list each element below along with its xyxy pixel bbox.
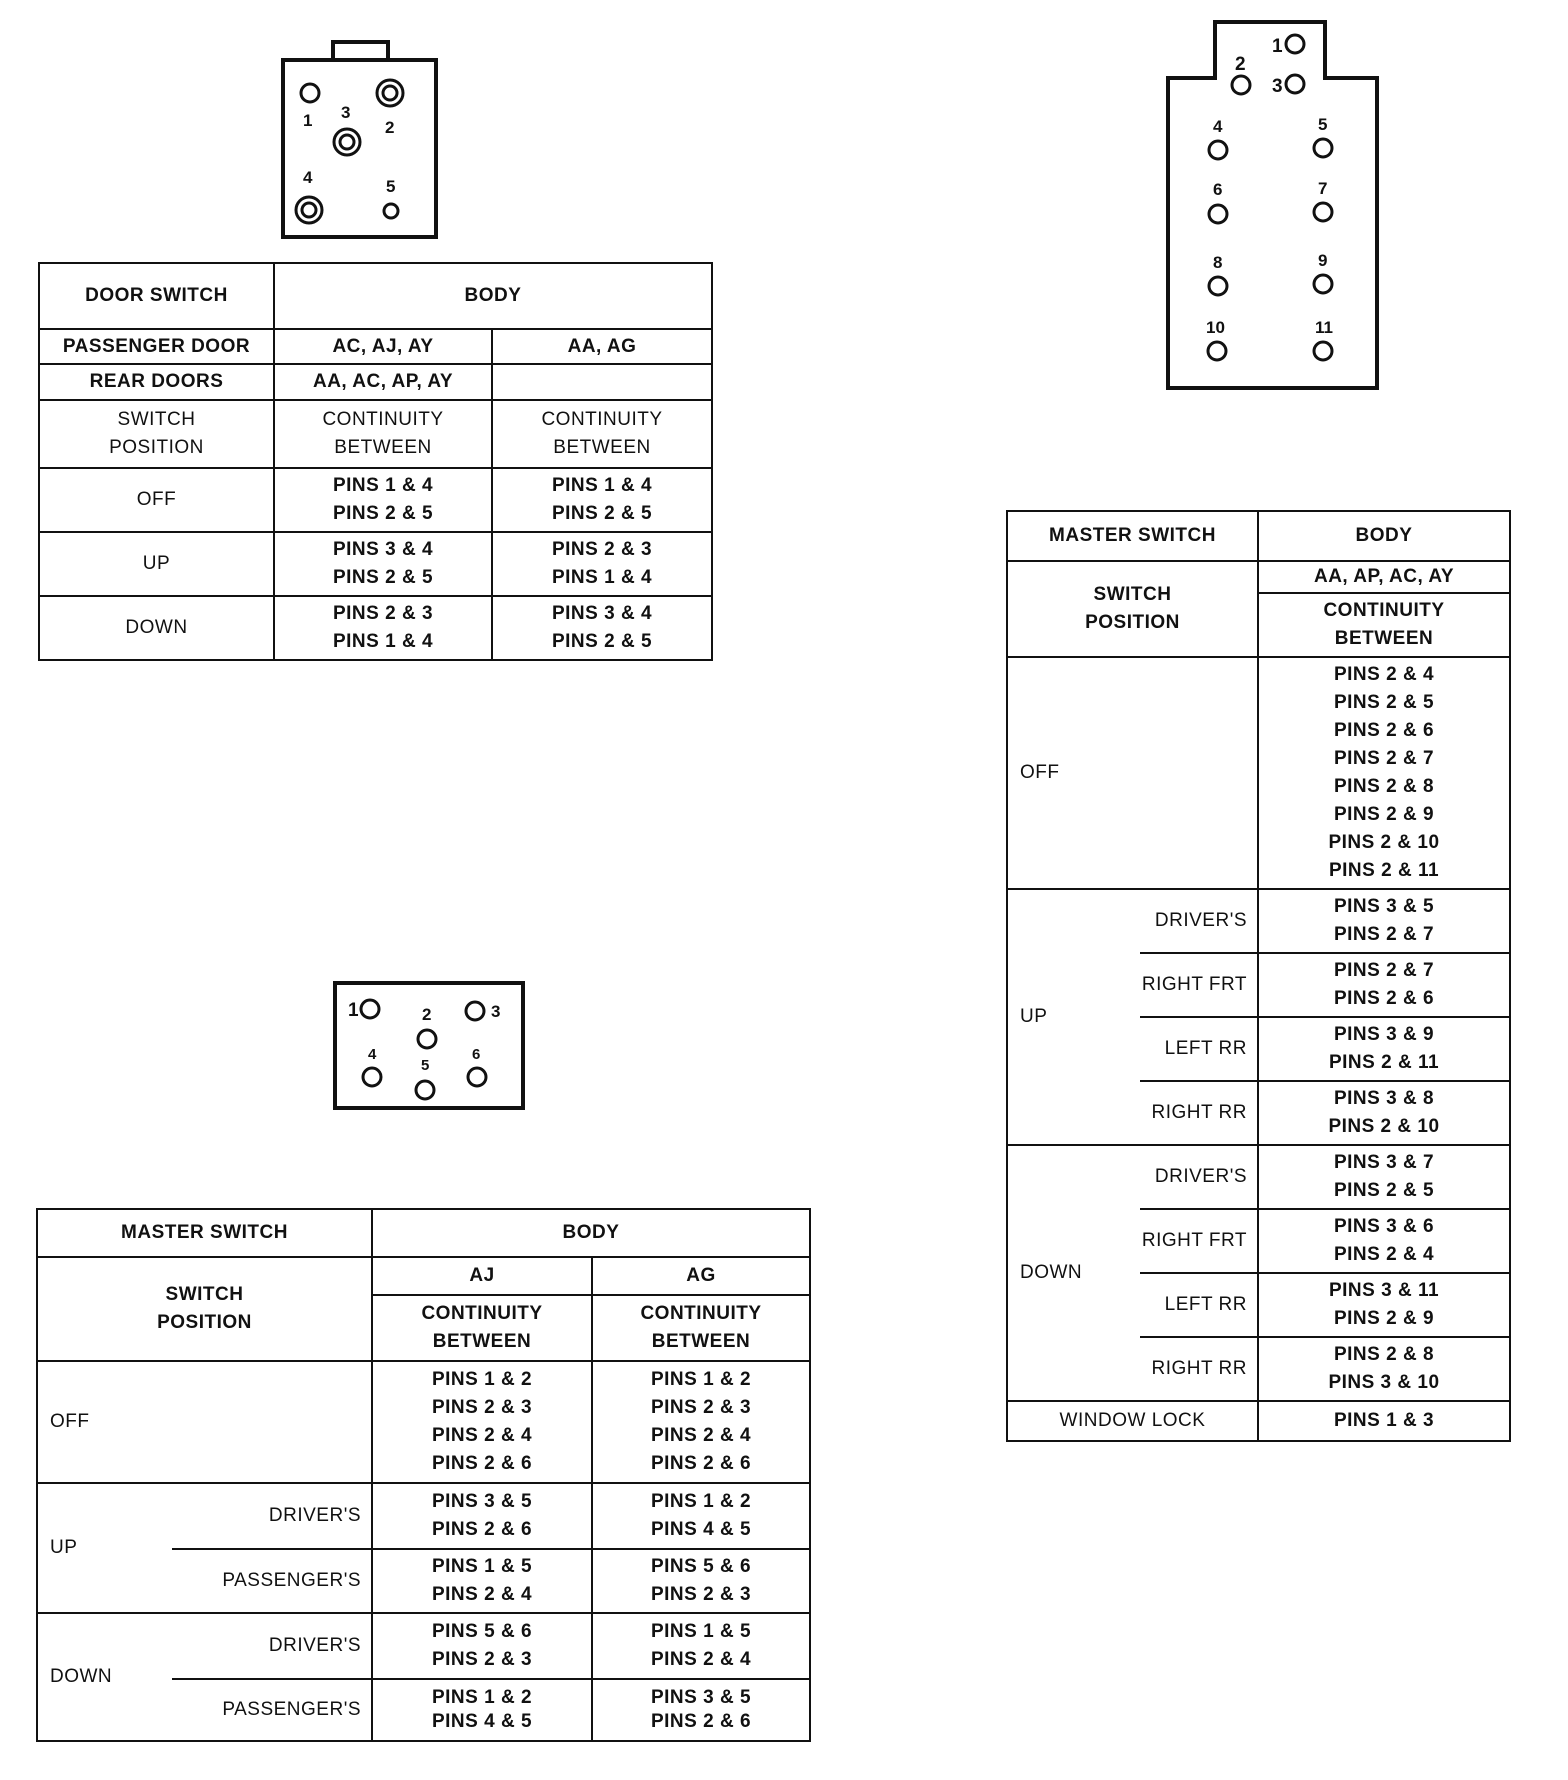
passenger-body-codes-1: AC, AJ, AY — [274, 329, 492, 364]
table-row — [1007, 1145, 1510, 1209]
continuity-line1: CONTINUITY — [322, 409, 444, 431]
passengers-label: PASSENGER'S — [172, 1549, 372, 1613]
pins-cell: PINS 1 & 5 PINS 2 & 4 — [372, 1549, 592, 1613]
pin-label-4: 4 — [1213, 117, 1223, 136]
pins-cell: PINS 2 & 7 PINS 2 & 6 — [1258, 953, 1510, 1017]
door-switch-table — [38, 262, 713, 661]
off-label: OFF — [37, 1361, 372, 1483]
continuity-line2: BETWEEN — [432, 1331, 532, 1352]
position-label: UP — [39, 532, 274, 596]
continuity-line2: BETWEEN — [651, 1331, 751, 1352]
table-row — [39, 596, 712, 660]
pin-label-2: 2 — [1235, 54, 1246, 75]
right-rr-label: RIGHT RR — [1140, 1081, 1258, 1145]
pins-cell: PINS 3 & 5 PINS 2 & 7 — [1258, 889, 1510, 953]
pin-label-2: 2 — [422, 1005, 432, 1024]
table-row — [1007, 889, 1510, 953]
pin-label-1: 1 — [303, 111, 313, 130]
down-label: DOWN — [1007, 1145, 1140, 1401]
pins-cell: PINS 1 & 2 PINS 2 & 3 PINS 2 & 4 PINS 2 & 6 — [592, 1361, 810, 1483]
pin-label-8: 8 — [1213, 253, 1223, 272]
pin-label-3: 3 — [491, 1002, 501, 1021]
down-label: DOWN — [37, 1613, 172, 1741]
switch-position-line2: POSITION — [1085, 612, 1180, 633]
pins-cell: PINS 3 & 8 PINS 2 & 10 — [1258, 1081, 1510, 1145]
left-master-switch-table — [36, 1208, 811, 1742]
pin-label-4: 4 — [368, 1046, 377, 1063]
pin-label-11: 11 — [1315, 318, 1333, 337]
continuity-header-1 — [274, 400, 492, 468]
pins-cell: PINS 3 & 9 PINS 2 & 11 — [1258, 1017, 1510, 1081]
body-codes: AA, AP, AC, AY — [1258, 561, 1510, 593]
position-label: DOWN — [39, 596, 274, 660]
pins-cell: PINS 3 & 4 PINS 2 & 5 — [492, 596, 712, 660]
pin-label-1: 1 — [1272, 36, 1283, 57]
switch-position-line1: SWITCH — [165, 1284, 244, 1306]
drivers-label: DRIVER'S — [1140, 889, 1258, 953]
pin-label-9: 9 — [1318, 251, 1328, 270]
drivers-label: DRIVER'S — [172, 1483, 372, 1549]
body-header: BODY — [372, 1209, 810, 1257]
table-row — [1007, 1401, 1510, 1441]
master-switch-header: MASTER SWITCH — [37, 1209, 372, 1257]
switch-position-header — [1007, 561, 1258, 657]
pins-cell: PINS 3 & 11 PINS 2 & 9 — [1258, 1273, 1510, 1337]
continuity-header-2 — [592, 1295, 810, 1361]
continuity-line2: BETWEEN — [334, 437, 432, 458]
passenger-body-codes-2: AA, AG — [492, 329, 712, 364]
pin-label-5: 5 — [1318, 115, 1328, 134]
table-row — [39, 532, 712, 596]
continuity-line1: CONTINUITY — [541, 409, 663, 431]
pins-cell: PINS 1 & 5 PINS 2 & 4 — [592, 1613, 810, 1679]
continuity-line2: BETWEEN — [553, 437, 651, 458]
pin-label-6: 6 — [472, 1046, 481, 1063]
switch-position-line2: POSITION — [109, 437, 204, 458]
left-master-switch-connector-diagram — [330, 975, 530, 1115]
pin-label-7: 7 — [1318, 179, 1328, 198]
pins-cell: PINS 3 & 7 PINS 2 & 5 — [1258, 1145, 1510, 1209]
pins-cell: PINS 2 & 8 PINS 3 & 10 — [1258, 1337, 1510, 1401]
pin-label-2: 2 — [385, 118, 395, 137]
body-header: BODY — [274, 263, 712, 329]
pins-cell: PINS 1 & 2 PINS 4 & 5 — [372, 1679, 592, 1741]
pins-cell: PINS 2 & 3 PINS 1 & 4 — [492, 532, 712, 596]
pin-label-10: 10 — [1206, 318, 1225, 337]
table-row — [37, 1361, 810, 1483]
body-code-ag: AG — [592, 1257, 810, 1295]
switch-position-header — [37, 1257, 372, 1361]
switch-position-line1: SWITCH — [117, 409, 196, 431]
pins-cell: PINS 3 & 4 PINS 2 & 5 — [274, 532, 492, 596]
right-frt-label: RIGHT FRT — [1140, 1209, 1258, 1273]
continuity-line1: CONTINUITY — [640, 1303, 762, 1325]
pins-cell: PINS 2 & 3 PINS 1 & 4 — [274, 596, 492, 660]
continuity-line2: BETWEEN — [1334, 628, 1434, 649]
pin-label-1: 1 — [348, 1000, 359, 1021]
pins-cell: PINS 3 & 5 PINS 2 & 6 — [372, 1483, 592, 1549]
drivers-label: DRIVER'S — [1140, 1145, 1258, 1209]
pin-label-4: 4 — [303, 168, 313, 187]
rear-doors-label: REAR DOORS — [39, 364, 274, 400]
pin-label-3: 3 — [341, 103, 351, 122]
door-switch-header: DOOR SWITCH — [39, 263, 274, 329]
right-master-switch-table — [1006, 510, 1511, 1442]
continuity-header-1 — [372, 1295, 592, 1361]
pins-cell: PINS 1 & 4 PINS 2 & 5 — [274, 468, 492, 532]
pin-label-5: 5 — [386, 177, 396, 196]
continuity-line1: CONTINUITY — [1323, 600, 1445, 622]
pins-cell: PINS 5 & 6 PINS 2 & 3 — [372, 1613, 592, 1679]
window-lock-label: WINDOW LOCK — [1007, 1401, 1258, 1441]
switch-position-line2: POSITION — [157, 1312, 252, 1333]
left-rr-label: LEFT RR — [1140, 1273, 1258, 1337]
rear-body-codes-1: AA, AC, AP, AY — [274, 364, 492, 400]
left-rr-label: LEFT RR — [1140, 1017, 1258, 1081]
drivers-label: DRIVER'S — [172, 1613, 372, 1679]
master-switch-header: MASTER SWITCH — [1007, 511, 1258, 561]
pins-cell: PINS 2 & 4 PINS 2 & 5 PINS 2 & 6 PINS 2 & 7 PINS 2 & 8 PINS 2 & 9 PINS 2 & 10 PINS 2 & 11 — [1258, 657, 1510, 889]
switch-position-line1: SWITCH — [1093, 584, 1172, 606]
table-row — [1007, 657, 1510, 889]
right-frt-label: RIGHT FRT — [1140, 953, 1258, 1017]
body-code-aj: AJ — [372, 1257, 592, 1295]
continuity-header — [1258, 593, 1510, 657]
door-switch-connector-diagram — [270, 38, 450, 243]
pins-cell: PINS 3 & 5 PINS 2 & 6 — [592, 1679, 810, 1741]
pins-cell: PINS 3 & 6 PINS 2 & 4 — [1258, 1209, 1510, 1273]
window-lock-pins: PINS 1 & 3 — [1258, 1401, 1510, 1441]
right-master-switch-connector-diagram — [1160, 14, 1385, 394]
pins-cell: PINS 1 & 2 PINS 4 & 5 — [592, 1483, 810, 1549]
pin-label-5: 5 — [421, 1057, 430, 1074]
pins-cell: PINS 1 & 4 PINS 2 & 5 — [492, 468, 712, 532]
rear-body-codes-2-empty — [492, 364, 712, 400]
continuity-line1: CONTINUITY — [421, 1303, 543, 1325]
position-label: OFF — [39, 468, 274, 532]
pins-cell: PINS 5 & 6 PINS 2 & 3 — [592, 1549, 810, 1613]
pin-label-3: 3 — [1272, 76, 1283, 97]
switch-position-header — [39, 400, 274, 468]
right-rr-label: RIGHT RR — [1140, 1337, 1258, 1401]
up-label: UP — [37, 1483, 172, 1613]
up-label: UP — [1007, 889, 1140, 1145]
table-row — [37, 1483, 810, 1549]
body-header: BODY — [1258, 511, 1510, 561]
off-label: OFF — [1007, 657, 1258, 889]
pins-cell: PINS 1 & 2 PINS 2 & 3 PINS 2 & 4 PINS 2 & 6 — [372, 1361, 592, 1483]
table-row — [37, 1613, 810, 1679]
continuity-header-2 — [492, 400, 712, 468]
passengers-label: PASSENGER'S — [172, 1679, 372, 1741]
table-row — [39, 468, 712, 532]
pin-label-6: 6 — [1213, 180, 1223, 199]
passenger-door-label: PASSENGER DOOR — [39, 329, 274, 364]
